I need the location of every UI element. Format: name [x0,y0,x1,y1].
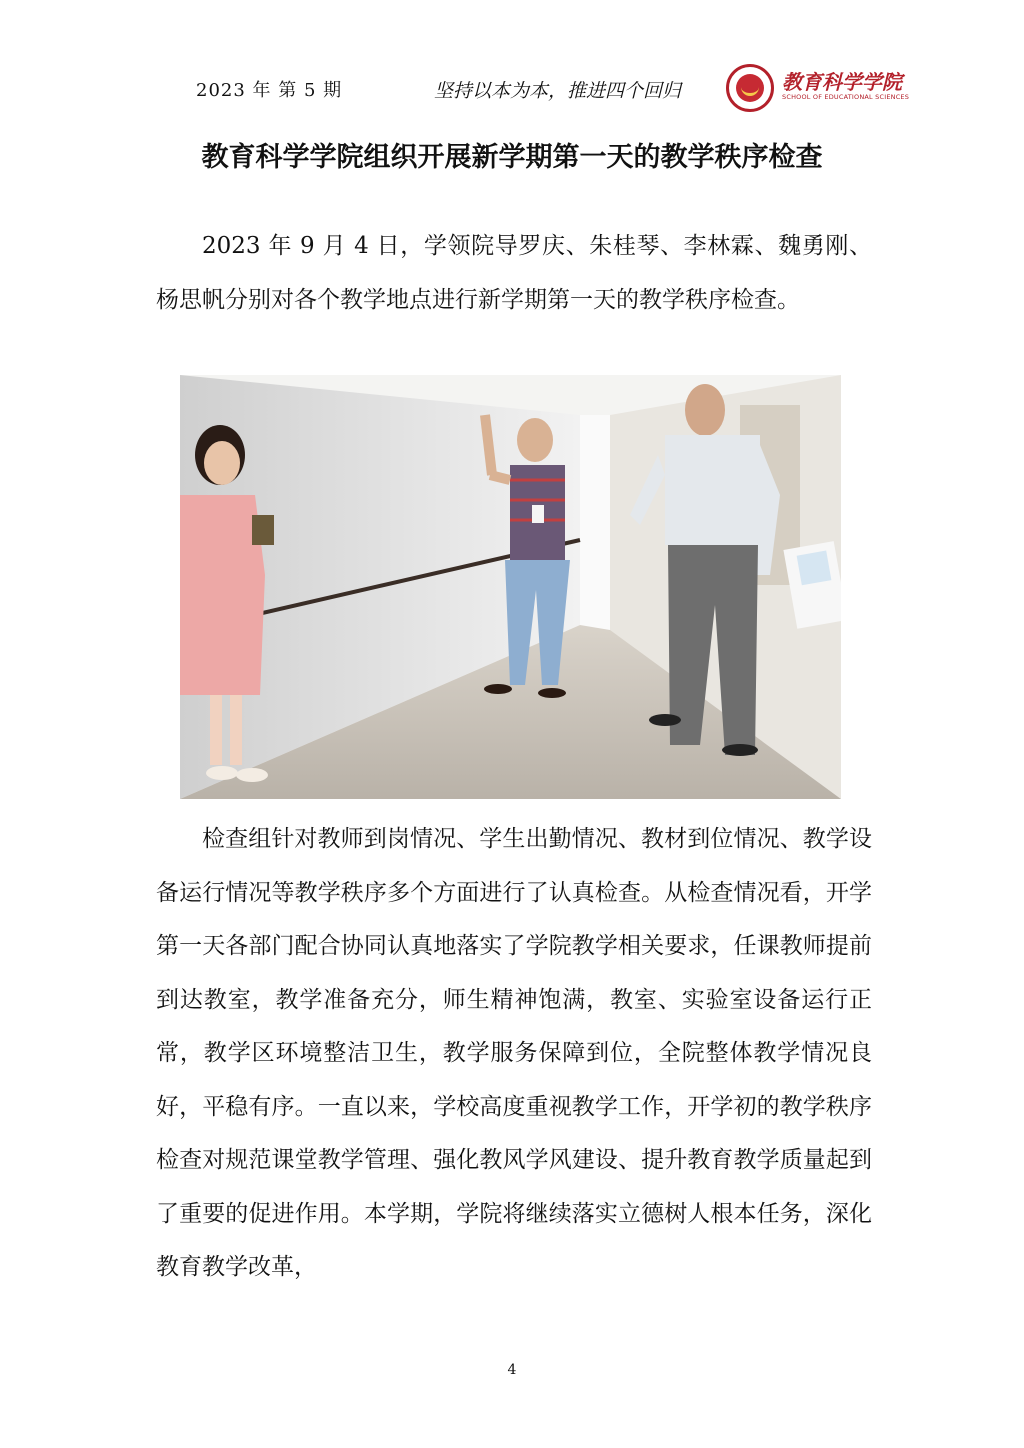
inspection-photo [180,375,841,799]
article-title: 教育科学学院组织开展新学期第一天的教学秩序检查 [201,142,823,173]
article-paragraph-2: 检查组针对教师到岗情况、学生出勤情况、教材到位情况、教学设备运行情况等教学秩序多个方面进行了认真检查。从检查情况看，开学第一天各部门配合协同认真地落实了学院教学相关要求，任课教师提前到达教室，教学准备充分，师生精神饱满，教室、实验室设备运行正常，教学区环境整洁卫生，教学服务保障到位，全院整体教学情况良好，平稳有序。一直以来，学校高度重视教学工作，开学初的教学秩序检查对规范课堂教学管理、强化教风学风建设、提升教育教学质量起到了重要的促进作用。本学期，学院将继续落实立德树人根本任务，深化教育教学改革， [156,826,872,1280]
header-motto: 坚持以本为本，推进四个回归 [434,80,682,102]
article-paragraph-1: 2023 年 9 月 4 日，学领院导罗庆、朱桂琴、李林霖、魏勇刚、杨思帆分别对各个教学地点进行新学期第一天的教学秩序检查。 [156,233,872,313]
issue-number: 2023 年 第 5 期 [196,80,343,101]
page-header [196,70,910,112]
logo-english-name: SCHOOL OF EDUCATIONAL SCIENCES [782,93,910,101]
school-logo [726,64,926,114]
school-seal-icon [726,64,774,112]
page-number: 4 [507,1362,517,1378]
logo-name: 教育科学学院 [782,70,902,94]
